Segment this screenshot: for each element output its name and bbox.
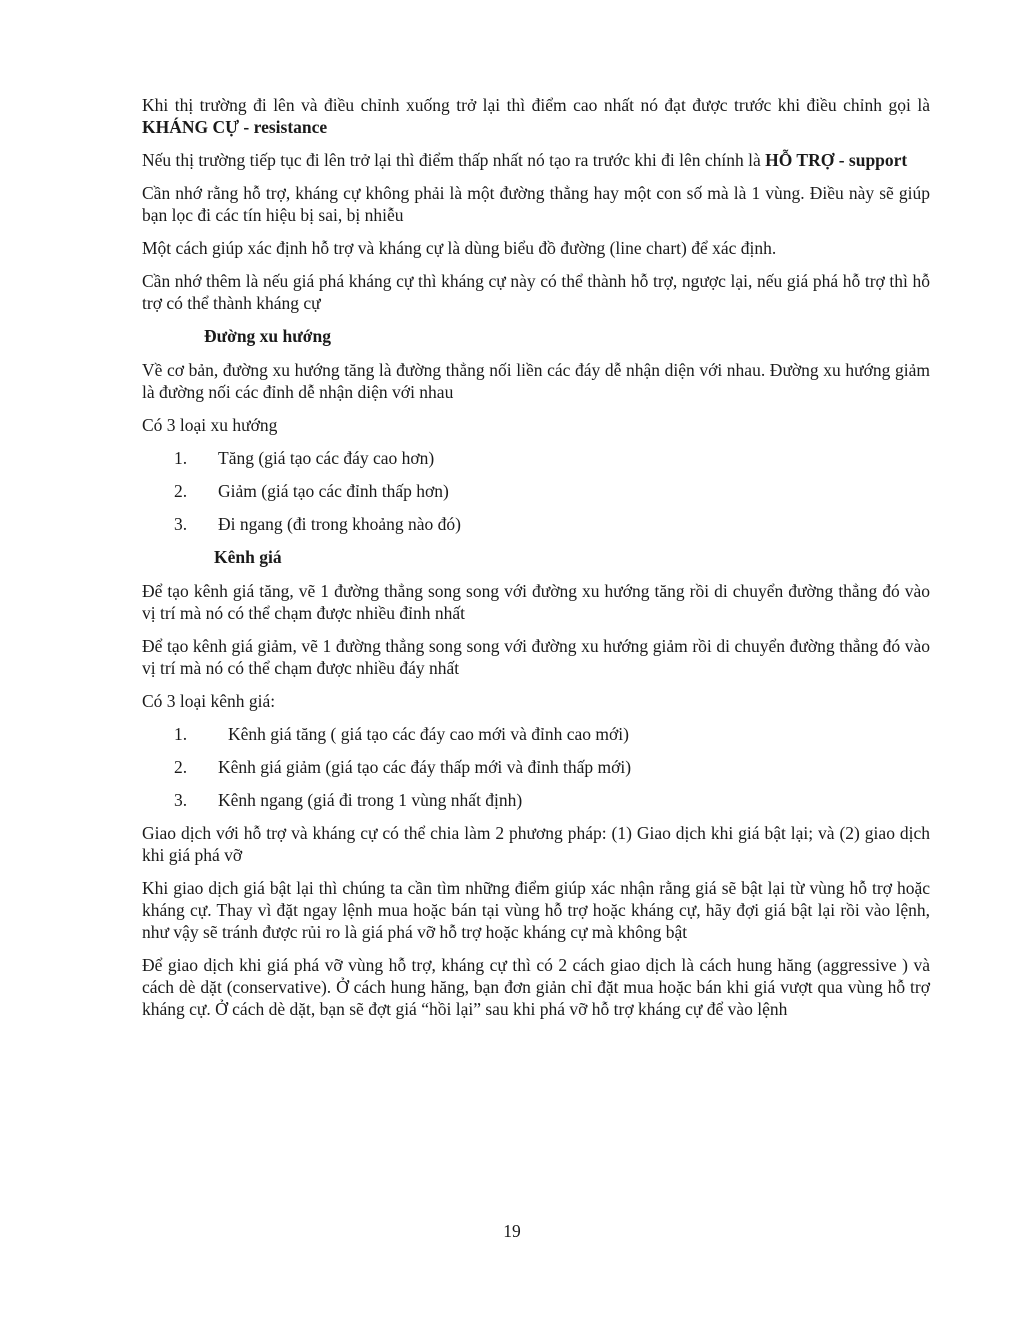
paragraph-breakout-trading: Để giao dịch khi giá phá vỡ vùng hỗ trợ, kháng cự thì có 2 cách giao dịch là cách hung hăng (aggressive ) và cách dè dặt (conservative). Ở cách hung hăng, bạn đơn giản chỉ đặt mua hoặc bán khi giá vượt qua vùng hỗ trợ kháng cự. Ở cách dè dặt, bạn sẽ đợt giá “hồi lại” sau khi phá vỡ hỗ trợ kháng cự để vào lệnh: [142, 955, 930, 1019]
paragraph-resistance: Khi thị trường đi lên và điều chỉnh xuống trở lại thì điểm cao nhất nó đạt được trước khi điều chỉnh gọi là KHÁNG CỰ - resistance: [142, 95, 930, 137]
term-support: HỖ TRỢ - support: [765, 150, 908, 170]
paragraph-up-channel: Để tạo kênh giá tăng, vẽ 1 đường thẳng song song với đường xu hướng tăng rồi di chuyển đường thẳng đó vào vị trí mà nó có thể chạm được nhiều đỉnh nhất: [142, 581, 930, 623]
page-number: 19: [503, 1221, 521, 1241]
heading-price-channel: Kênh giá: [214, 547, 282, 567]
trend-types-list: [142, 447, 930, 535]
paragraph-trading-methods: Giao dịch với hỗ trợ và kháng cự có thể chia làm 2 phương pháp: (1) Giao dịch khi giá bật lại; và (2) giao dịch khi giá phá vỡ: [142, 823, 930, 865]
list-item: 1. Kênh giá tăng ( giá tạo các đáy cao mới và đỉnh cao mới): [174, 724, 629, 744]
list-item: 3. Đi ngang (đi trong khoảng nào đó): [174, 514, 462, 534]
heading-trendline: Đường xu hướng: [204, 326, 331, 346]
paragraph-line-chart: Một cách giúp xác định hỗ trợ và kháng cự là dùng biểu đồ đường (line chart) để xác định.: [142, 238, 777, 258]
list-item: 2. Kênh giá giảm (giá tạo các đáy thấp mới và đỉnh thấp mới): [174, 757, 632, 777]
list-item: 2. Giảm (giá tạo các đỉnh thấp hơn): [174, 481, 449, 501]
paragraph-trendline: Về cơ bản, đường xu hướng tăng là đường thẳng nối liền các đáy dễ nhận diện với nhau. Đường xu hướng giảm là đường nối các đỉnh dễ nhận diện với nhau: [142, 360, 930, 402]
paragraph-role-reversal: Cần nhớ thêm là nếu giá phá kháng cự thì kháng cự này có thể thành hỗ trợ, ngược lại, nếu giá phá hỗ trợ thì hỗ trợ có thể thành kháng cự: [142, 271, 930, 313]
channel-types-intro: Có 3 loại kênh giá:: [142, 691, 276, 711]
paragraph-down-channel: Để tạo kênh giá giảm, vẽ 1 đường thẳng song song với đường xu hướng giảm rồi di chuyển đường thẳng đó vào vị trí mà nó có thể chạm được nhiều đáy nhất: [142, 636, 930, 678]
paragraph-support: Nếu thị trường tiếp tục đi lên trở lại thì điểm thấp nhất nó tạo ra trước khi đi lên chính là HỖ TRỢ - support: [142, 150, 908, 170]
term-resistance: KHÁNG CỰ - resistance: [142, 117, 328, 137]
paragraph-bounce-trading: Khi giao dịch giá bật lại thì chúng ta cần tìm những điểm giúp xác nhận rằng giá sẽ bật lại từ vùng hỗ trợ hoặc kháng cự. Thay vì đặt ngay lệnh mua hoặc bán tại vùng hỗ trợ hoặc kháng cự, hãy đợi giá bật lại rồi vào lệnh, như vậy sẽ tránh được rủi ro là giá phá vỡ hỗ trợ hoặc kháng cự mà không bật: [142, 878, 930, 942]
trend-types-intro: Có 3 loại xu hướng: [142, 415, 278, 435]
list-item: 1. Tăng (giá tạo các đáy cao hơn): [174, 448, 435, 468]
paragraph-zone: Cần nhớ rằng hỗ trợ, kháng cự không phải là một đường thẳng hay một con số mà là 1 vùng. Điều này sẽ giúp bạn lọc đi các tín hiệu bị sai, bị nhiễu: [142, 183, 930, 225]
document-page: [142, 94, 930, 1031]
list-item: 3. Kênh ngang (giá đi trong 1 vùng nhất định): [174, 790, 523, 810]
channel-types-list: [142, 723, 930, 811]
